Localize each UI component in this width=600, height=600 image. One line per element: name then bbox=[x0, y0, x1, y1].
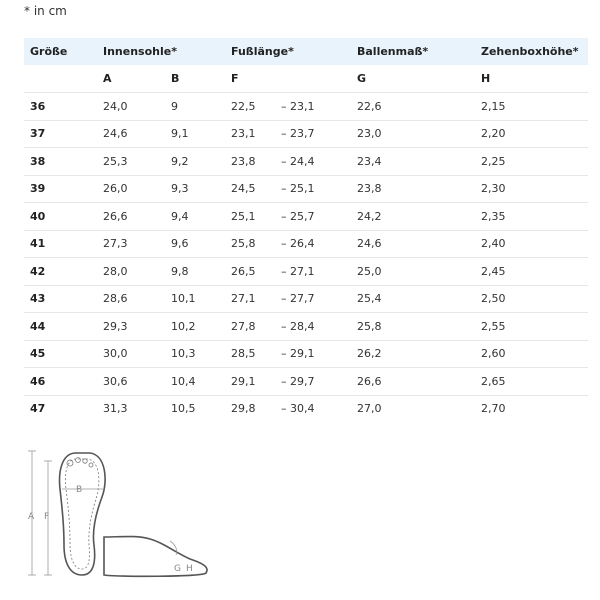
cell-size: 47 bbox=[30, 402, 46, 416]
cell-insole-a: 25,3 bbox=[97, 148, 165, 176]
header-size: Größe bbox=[30, 45, 68, 58]
cell-toebox: 2,45 bbox=[475, 258, 588, 286]
cell-foot-length-from: 28,5 bbox=[225, 340, 281, 368]
cell-size: 37 bbox=[24, 120, 97, 148]
table-row bbox=[24, 93, 588, 121]
cell-foot-length-from: 29,8 bbox=[231, 402, 256, 416]
cell-insole-a: 30,0 bbox=[97, 340, 165, 368]
cell-ball: 23,0 bbox=[351, 120, 475, 148]
header-ball: Ballenmaß* bbox=[357, 45, 429, 58]
cell-insole-b: 9,3 bbox=[165, 175, 225, 203]
cell-toebox: 2,25 bbox=[475, 148, 588, 176]
cell-ball: 23,8 bbox=[351, 175, 475, 203]
cell-size: 39 bbox=[24, 175, 97, 203]
cell-foot-length-to: – 26,4 bbox=[281, 230, 351, 258]
table-row bbox=[24, 395, 588, 422]
cell-toebox: 2,35 bbox=[475, 203, 588, 231]
cell-size: 40 bbox=[24, 203, 97, 231]
cell-toebox: 2,20 bbox=[475, 120, 588, 148]
table-subheader-row bbox=[24, 65, 588, 93]
table-row bbox=[24, 368, 588, 396]
cell-foot-length-from: 27,1 bbox=[225, 285, 281, 313]
cell-foot-length-to: – 27,1 bbox=[281, 258, 351, 286]
cell-insole-a: 30,6 bbox=[97, 368, 165, 396]
foot-measurement-diagram bbox=[24, 445, 224, 585]
cell-foot-length-from: 26,5 bbox=[225, 258, 281, 286]
cell-insole-a: 24,6 bbox=[97, 120, 165, 148]
cell-size: 43 bbox=[24, 285, 97, 313]
cell-insole-b: 9,4 bbox=[165, 203, 225, 231]
cell-foot-length-to: – 23,1 bbox=[281, 93, 351, 121]
subheader-b: B bbox=[165, 65, 225, 93]
cell-insole-b: 10,1 bbox=[165, 285, 225, 313]
cell-size: 45 bbox=[24, 340, 97, 368]
cell-foot-length-to: – 29,1 bbox=[281, 340, 351, 368]
cell-foot-length-from: 25,8 bbox=[225, 230, 281, 258]
cell-foot-length-to: – 30,4 bbox=[281, 402, 315, 416]
table-row bbox=[24, 120, 588, 148]
cell-size: 44 bbox=[24, 313, 97, 341]
foot-outline bbox=[65, 459, 98, 569]
cell-insole-a: 31,3 bbox=[103, 402, 128, 416]
subheader-empty bbox=[24, 65, 97, 93]
cell-insole-a: 27,3 bbox=[97, 230, 165, 258]
header-toebox: Zehenboxhöhe* bbox=[481, 45, 579, 58]
cell-size: 46 bbox=[24, 368, 97, 396]
table-row bbox=[24, 258, 588, 286]
cell-insole-b: 10,5 bbox=[171, 402, 196, 416]
cell-insole-a: 28,0 bbox=[97, 258, 165, 286]
subheader-f: F bbox=[225, 65, 281, 93]
cell-toebox: 2,70 bbox=[481, 402, 506, 416]
subheader-h: H bbox=[475, 65, 588, 93]
cell-insole-b: 9,2 bbox=[165, 148, 225, 176]
subheader-a: A bbox=[97, 65, 165, 93]
cell-ball: 27,0 bbox=[357, 402, 382, 416]
cell-insole-a: 26,6 bbox=[97, 203, 165, 231]
cell-insole-a: 29,3 bbox=[97, 313, 165, 341]
measurement-illustration bbox=[24, 445, 224, 585]
table-header-row bbox=[24, 38, 588, 65]
table-body bbox=[24, 93, 588, 423]
cell-foot-length-from: 23,1 bbox=[225, 120, 281, 148]
cell-size: 36 bbox=[24, 93, 97, 121]
table-row bbox=[24, 203, 588, 231]
cell-foot-length-from: 25,1 bbox=[225, 203, 281, 231]
cell-ball: 25,0 bbox=[351, 258, 475, 286]
header-insole: Innensohle* bbox=[103, 45, 177, 58]
cell-foot-length-to: – 25,7 bbox=[281, 203, 351, 231]
cell-foot-length-to: – 25,1 bbox=[281, 175, 351, 203]
cell-foot-length-to: – 24,4 bbox=[281, 148, 351, 176]
cell-insole-b: 9 bbox=[165, 93, 225, 121]
cell-foot-length-to: – 28,4 bbox=[281, 313, 351, 341]
subheader-g: G bbox=[351, 65, 475, 93]
cell-toebox: 2,30 bbox=[475, 175, 588, 203]
cell-insole-b: 10,3 bbox=[165, 340, 225, 368]
cell-foot-length-from: 22,5 bbox=[225, 93, 281, 121]
cell-size: 38 bbox=[24, 148, 97, 176]
cell-ball: 25,4 bbox=[351, 285, 475, 313]
label-h: H bbox=[186, 564, 193, 574]
cell-toebox: 2,50 bbox=[475, 285, 588, 313]
cell-ball: 24,6 bbox=[351, 230, 475, 258]
cell-foot-length-from: 24,5 bbox=[225, 175, 281, 203]
label-b: B bbox=[76, 485, 83, 495]
cell-insole-a: 26,0 bbox=[97, 175, 165, 203]
cell-insole-b: 9,8 bbox=[165, 258, 225, 286]
subheader-f-empty bbox=[281, 65, 351, 93]
label-g: G bbox=[174, 564, 181, 574]
cell-foot-length-from: 23,8 bbox=[225, 148, 281, 176]
cell-foot-length-from: 29,1 bbox=[225, 368, 281, 396]
toe-icon-2 bbox=[76, 458, 81, 463]
cell-foot-length-to: – 23,7 bbox=[281, 120, 351, 148]
cell-ball: 26,6 bbox=[351, 368, 475, 396]
cell-toebox: 2,40 bbox=[475, 230, 588, 258]
cell-foot-length-from: 27,8 bbox=[225, 313, 281, 341]
cell-insole-a: 28,6 bbox=[97, 285, 165, 313]
toe-icon-1 bbox=[67, 460, 73, 466]
table-row bbox=[24, 230, 588, 258]
cell-size: 41 bbox=[24, 230, 97, 258]
label-f: F bbox=[44, 512, 50, 522]
cell-ball: 26,2 bbox=[351, 340, 475, 368]
cell-insole-b: 9,1 bbox=[165, 120, 225, 148]
table-row bbox=[24, 313, 588, 341]
cell-foot-length-to: – 29,7 bbox=[281, 368, 351, 396]
table-row bbox=[24, 340, 588, 368]
cell-toebox: 2,55 bbox=[475, 313, 588, 341]
cell-insole-b: 10,2 bbox=[165, 313, 225, 341]
cell-foot-length-to: – 27,7 bbox=[281, 285, 351, 313]
cell-ball: 22,6 bbox=[351, 93, 475, 121]
table-row bbox=[24, 285, 588, 313]
cell-toebox: 2,15 bbox=[475, 93, 588, 121]
cell-insole-b: 9,6 bbox=[165, 230, 225, 258]
toe-icon-3 bbox=[83, 459, 87, 463]
size-table bbox=[24, 38, 588, 422]
cell-toebox: 2,65 bbox=[475, 368, 588, 396]
cell-size: 42 bbox=[24, 258, 97, 286]
cell-insole-a: 24,0 bbox=[97, 93, 165, 121]
table-row bbox=[24, 175, 588, 203]
cell-toebox: 2,60 bbox=[475, 340, 588, 368]
unit-note: * in cm bbox=[24, 4, 67, 18]
cell-ball: 23,4 bbox=[351, 148, 475, 176]
toe-icon-4 bbox=[89, 463, 93, 467]
cell-ball: 25,8 bbox=[351, 313, 475, 341]
label-a: A bbox=[28, 512, 35, 522]
cell-ball: 24,2 bbox=[351, 203, 475, 231]
cell-insole-b: 10,4 bbox=[165, 368, 225, 396]
table-row bbox=[24, 148, 588, 176]
header-foot-length: Fußlänge* bbox=[231, 45, 294, 58]
